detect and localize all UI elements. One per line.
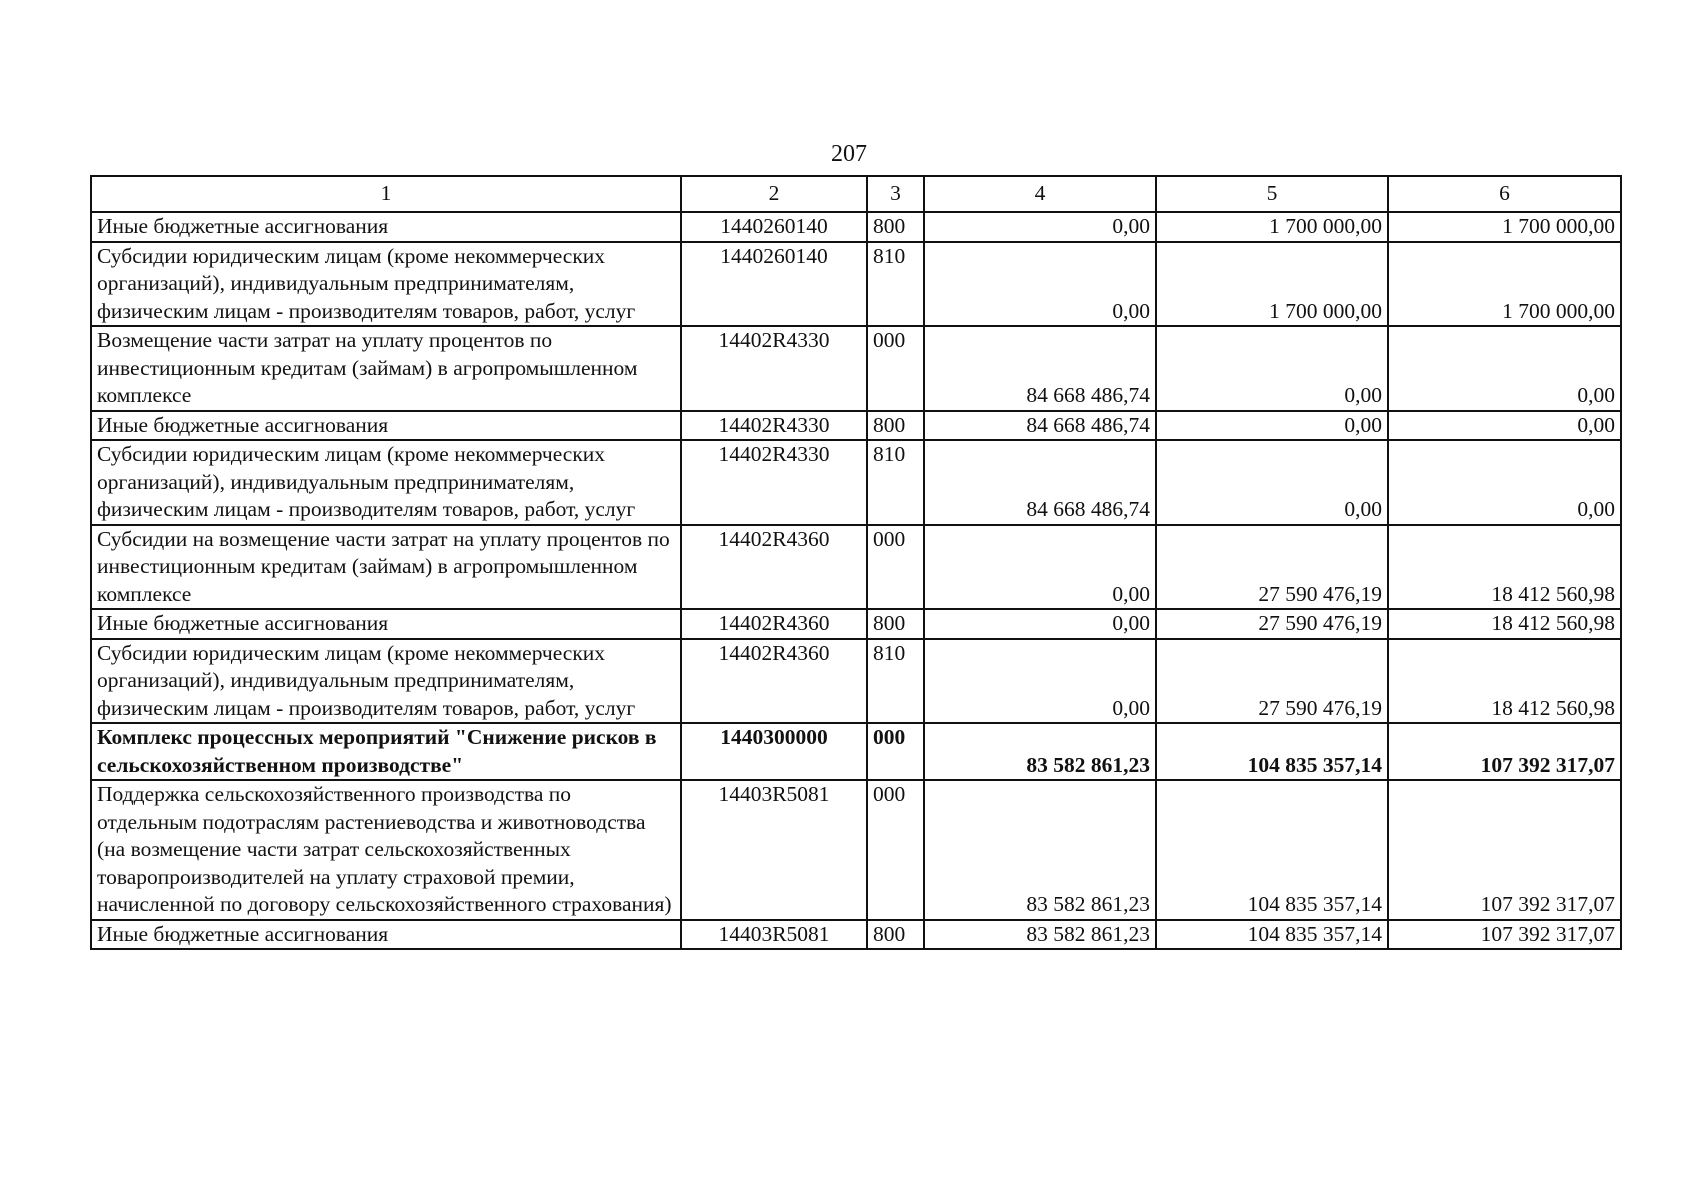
header-cell: 5: [1156, 176, 1388, 212]
table-row: [91, 609, 1621, 639]
row-type: 800: [867, 212, 924, 242]
table-row: [91, 525, 1621, 610]
row-value-5: 104 835 357,14: [1156, 723, 1388, 780]
row-value-5: 104 835 357,14: [1156, 780, 1388, 920]
table-row: [91, 780, 1621, 920]
table-row: [91, 639, 1621, 724]
row-value-4: 0,00: [924, 212, 1156, 242]
row-value-4: 84 668 486,74: [924, 440, 1156, 525]
row-value-6: 1 700 000,00: [1388, 212, 1621, 242]
row-value-5: 27 590 476,19: [1156, 525, 1388, 610]
row-value-4: 0,00: [924, 525, 1156, 610]
row-type: 000: [867, 780, 924, 920]
row-value-4: 83 582 861,23: [924, 920, 1156, 950]
row-value-6: 107 392 317,07: [1388, 780, 1621, 920]
row-value-4: 0,00: [924, 242, 1156, 327]
table-row: [91, 440, 1621, 525]
row-type: 810: [867, 639, 924, 724]
row-name: Субсидии юридическим лицам (кроме некоммерческих организаций), индивидуальным предпринимателям, физическим лицам - производителям товаров, работ, услуг: [91, 242, 681, 327]
header-cell: 3: [867, 176, 924, 212]
row-value-4: 84 668 486,74: [924, 326, 1156, 411]
row-value-5: 0,00: [1156, 440, 1388, 525]
row-code: 14402R4330: [681, 326, 867, 411]
row-name: Комплекс процессных мероприятий "Снижение рисков в сельскохозяйственном производстве": [91, 723, 681, 780]
row-value-6: 0,00: [1388, 411, 1621, 441]
budget-table: [90, 175, 1622, 950]
table-row-subtotal: [91, 723, 1621, 780]
row-code: 1440300000: [681, 723, 867, 780]
table-row: [91, 920, 1621, 950]
row-value-6: 0,00: [1388, 440, 1621, 525]
row-name: Субсидии юридическим лицам (кроме некоммерческих организаций), индивидуальным предпринимателям, физическим лицам - производителям товаров, работ, услуг: [91, 639, 681, 724]
row-value-4: 0,00: [924, 609, 1156, 639]
table-row: [91, 212, 1621, 242]
row-value-6: 1 700 000,00: [1388, 242, 1621, 327]
row-name: Поддержка сельскохозяйственного производства по отдельным подотраслям растениеводства и животноводства (на возмещение части затрат сельскохозяйственных товаропроизводителей на уплату страховой премии, начисленной по договору сельскохозяйственного страхования): [91, 780, 681, 920]
row-type: 000: [867, 723, 924, 780]
row-type: 800: [867, 920, 924, 950]
row-code: 1440260140: [681, 212, 867, 242]
row-value-5: 27 590 476,19: [1156, 639, 1388, 724]
row-code: 14402R4330: [681, 411, 867, 441]
row-value-5: 0,00: [1156, 411, 1388, 441]
header-cell: 6: [1388, 176, 1621, 212]
page-number: 207: [831, 141, 867, 167]
row-code: 14402R4360: [681, 525, 867, 610]
row-code: 14402R4360: [681, 609, 867, 639]
row-type: 800: [867, 609, 924, 639]
row-value-5: 1 700 000,00: [1156, 242, 1388, 327]
row-code: 1440260140: [681, 242, 867, 327]
row-name: Иные бюджетные ассигнования: [91, 212, 681, 242]
row-value-6: 107 392 317,07: [1388, 723, 1621, 780]
row-name: Субсидии юридическим лицам (кроме некоммерческих организаций), индивидуальным предпринимателям, физическим лицам - производителям товаров, работ, услуг: [91, 440, 681, 525]
row-value-5: 1 700 000,00: [1156, 212, 1388, 242]
row-value-6: 0,00: [1388, 326, 1621, 411]
row-value-5: 27 590 476,19: [1156, 609, 1388, 639]
row-code: 14403R5081: [681, 920, 867, 950]
row-code: 14403R5081: [681, 780, 867, 920]
row-value-5: 104 835 357,14: [1156, 920, 1388, 950]
row-value-4: 84 668 486,74: [924, 411, 1156, 441]
header-cell: 1: [91, 176, 681, 212]
row-type: 810: [867, 440, 924, 525]
row-value-6: 18 412 560,98: [1388, 639, 1621, 724]
header-cell: 2: [681, 176, 867, 212]
row-name: Возмещение части затрат на уплату процентов по инвестиционным кредитам (займам) в агропромышленном комплексе: [91, 326, 681, 411]
row-name: Иные бюджетные ассигнования: [91, 609, 681, 639]
table-row: [91, 242, 1621, 327]
row-value-4: 83 582 861,23: [924, 780, 1156, 920]
row-name: Иные бюджетные ассигнования: [91, 411, 681, 441]
row-value-4: 83 582 861,23: [924, 723, 1156, 780]
row-value-6: 18 412 560,98: [1388, 609, 1621, 639]
row-value-4: 0,00: [924, 639, 1156, 724]
row-value-6: 107 392 317,07: [1388, 920, 1621, 950]
row-name: Иные бюджетные ассигнования: [91, 920, 681, 950]
table-row: [91, 411, 1621, 441]
row-value-5: 0,00: [1156, 326, 1388, 411]
row-code: 14402R4360: [681, 639, 867, 724]
header-cell: 4: [924, 176, 1156, 212]
header-row: [91, 176, 1621, 212]
row-type: 810: [867, 242, 924, 327]
row-name: Субсидии на возмещение части затрат на уплату процентов по инвестиционным кредитам (займам) в агропромышленном комплексе: [91, 525, 681, 610]
table-row: [91, 326, 1621, 411]
row-value-6: 18 412 560,98: [1388, 525, 1621, 610]
row-type: 800: [867, 411, 924, 441]
row-type: 000: [867, 326, 924, 411]
row-type: 000: [867, 525, 924, 610]
row-code: 14402R4330: [681, 440, 867, 525]
